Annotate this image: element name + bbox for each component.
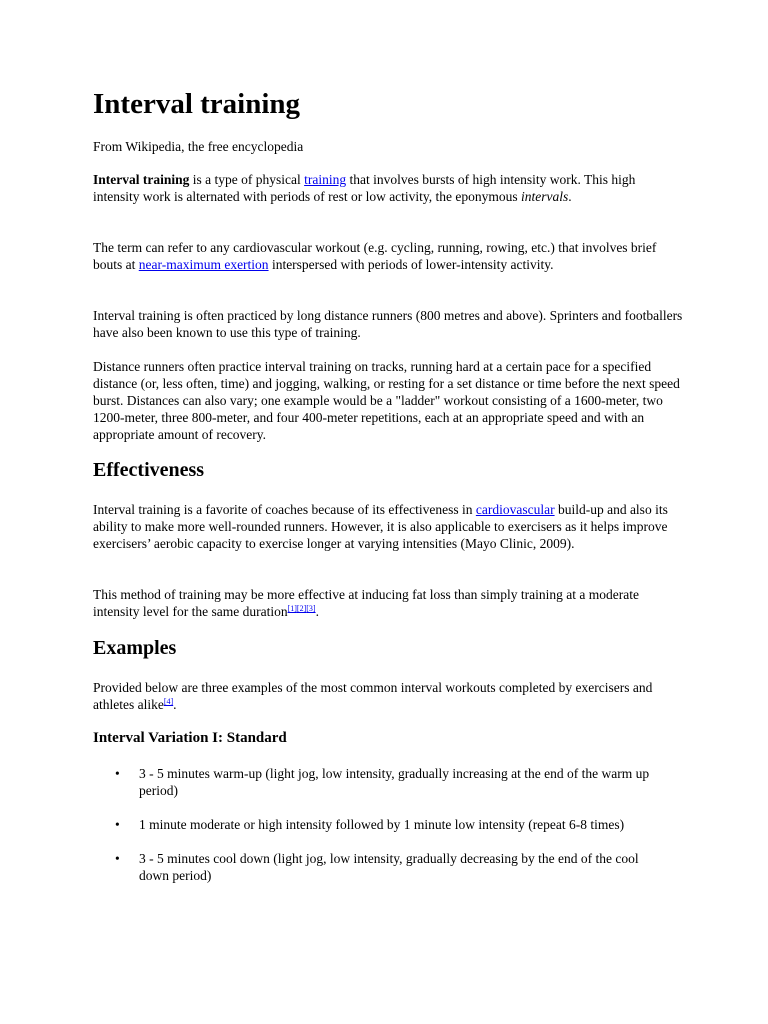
heading-effectiveness: Effectiveness xyxy=(93,459,205,481)
paragraph-cardio-workout xyxy=(93,239,683,273)
link-cardiovascular[interactable]: cardiovascular xyxy=(475,502,555,517)
heading-examples: Examples xyxy=(93,637,177,659)
para2-text-2: interspersed with periods of lower-intensity activity. xyxy=(268,257,554,272)
fat-loss-end: . xyxy=(315,604,319,619)
intro-paragraph xyxy=(93,171,683,205)
link-training[interactable]: training xyxy=(304,172,347,187)
list-item-text: 1 minute moderate or high intensity followed by 1 minute low intensity (repeat 6-8 times) xyxy=(139,817,625,832)
variation-1-list xyxy=(93,765,683,901)
list-item xyxy=(93,816,669,833)
intro-text-2: that involves bursts of high intensity work. This high intensity work is alternated with periods of rest or low activity, the eponymous xyxy=(93,172,636,204)
list-item xyxy=(93,850,669,884)
page-tagline: From Wikipedia, the free encyclopedia xyxy=(93,139,304,154)
page-title: Interval training xyxy=(93,88,301,120)
effectiveness-text-1: Interval training is a favorite of coaches because of its effectiveness in xyxy=(93,502,476,517)
list-item-text: 3 - 5 minutes warm-up (light jog, low intensity, gradually increasing at the end of the warm up period) xyxy=(139,766,650,798)
reference-link-4[interactable]: [4] xyxy=(163,697,174,706)
bullet-icon: • xyxy=(115,766,120,781)
list-item-text: 3 - 5 minutes cool down (light jog, low intensity, gradually decreasing by the end of the cool down period) xyxy=(139,851,639,883)
examples-intro-end: . xyxy=(173,697,177,712)
bullet-icon: • xyxy=(115,851,120,866)
heading-interval-variation-1: Interval Variation I: Standard xyxy=(93,730,287,746)
paragraph-track-training: Distance runners often practice interval training on tracks, running hard at a certain pace for a specified distance (or, less often, time) and jogging, walking, or resting for a set distance or time before the next speed burst. Distances can also vary; one example would be a "ladder" workout consisting of a 1600-meter, two 1200-meter, three 800-meter, and four 400-meter repetitions, each at an appropriate speed and with an appropriate amount of recovery. xyxy=(93,359,680,442)
reference-link-3[interactable]: [3] xyxy=(306,604,316,613)
examples-intro-text: Provided below are three examples of the most common interval workouts completed by exercisers and athletes alike xyxy=(93,680,653,712)
paragraph-effectiveness-coaches xyxy=(93,501,683,552)
bullet-icon: • xyxy=(115,817,120,832)
intro-end: . xyxy=(568,189,572,204)
effectiveness-text-2: build-up and also its ability to make more well-rounded runners. However, it is also applicable to exercisers as it helps improve exercisers’ aerobic capacity to exercise longer at varying intensities (Mayo Clinic, 2009). xyxy=(93,502,668,551)
paragraph-fat-loss xyxy=(93,586,683,620)
intro-italic-intervals: intervals xyxy=(521,189,569,204)
list-item xyxy=(93,765,669,799)
intro-text-1: is a type of physical xyxy=(189,172,305,187)
paragraph-examples-intro xyxy=(93,679,683,713)
intro-lead-bold: Interval training xyxy=(93,172,190,187)
paragraph-distance-runners: Interval training is often practiced by long distance runners (800 metres and above). Sprinters and footballers have also been known to use this type of training. xyxy=(93,308,683,340)
link-near-maximum-exertion[interactable]: near-maximum exertion xyxy=(138,257,269,272)
reference-link-2[interactable]: [2] xyxy=(296,604,307,613)
fat-loss-text: This method of training may be more effective at inducing fat loss than simply training at a moderate intensity level for the same duration xyxy=(93,587,639,619)
para2-text-1: The term can refer to any cardiovascular workout (e.g. cycling, running, rowing, etc.) that involves brief bouts at xyxy=(93,240,657,272)
reference-link-1[interactable]: [1] xyxy=(287,604,297,613)
